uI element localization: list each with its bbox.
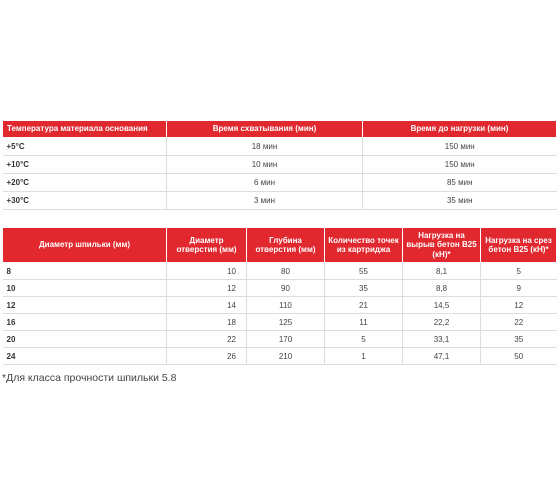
spec-table-header-row: [3, 228, 557, 263]
cell-stud-diameter: 12: [3, 297, 167, 314]
table-row: [3, 297, 557, 314]
table-row: [3, 314, 557, 331]
cell-temperature: +10°C: [3, 156, 167, 174]
cell-stud-diameter: 24: [3, 348, 167, 365]
table-row: [3, 348, 557, 365]
cell-hole-depth: 90: [247, 280, 325, 297]
table-row: [3, 280, 557, 297]
cell-shear: 5: [481, 263, 557, 280]
cell-hole-depth: 210: [247, 348, 325, 365]
header-points-per-cartridge: Количество точек из картриджа: [325, 228, 403, 263]
header-pullout-load: Нагрузка на вырыв бетон B25 (кН)*: [403, 228, 481, 263]
cell-points: 35: [325, 280, 403, 297]
cell-pullout: 47,1: [403, 348, 481, 365]
cell-shear: 50: [481, 348, 557, 365]
cell-pullout: 8,1: [403, 263, 481, 280]
cell-hole-depth: 170: [247, 331, 325, 348]
footnote: *Для класса прочности шпильки 5.8: [2, 372, 177, 384]
cell-hole-depth: 110: [247, 297, 325, 314]
header-setting-time: Время схватывания (мин): [167, 121, 363, 138]
cell-temperature: +20°C: [3, 174, 167, 192]
stud-spec-table: [2, 227, 557, 365]
header-hole-depth: Глубина отверстия (мм): [247, 228, 325, 263]
table-row: [3, 156, 557, 174]
cell-hole-diameter: 18: [167, 314, 247, 331]
cell-hole-depth: 80: [247, 263, 325, 280]
cell-temperature: +30°C: [3, 192, 167, 210]
cell-hole-diameter: 26: [167, 348, 247, 365]
cell-setting-time: 10 мин: [167, 156, 363, 174]
cell-hole-diameter: 14: [167, 297, 247, 314]
cell-shear: 9: [481, 280, 557, 297]
cell-temperature: +5°C: [3, 138, 167, 156]
cell-pullout: 22,2: [403, 314, 481, 331]
cell-pullout: 33,1: [403, 331, 481, 348]
cell-pullout: 8,8: [403, 280, 481, 297]
cell-pullout: 14,5: [403, 297, 481, 314]
header-load-time: Время до нагрузки (мин): [363, 121, 557, 138]
cell-shear: 12: [481, 297, 557, 314]
cell-hole-diameter: 12: [167, 280, 247, 297]
cell-points: 5: [325, 331, 403, 348]
table-row: [3, 138, 557, 156]
cell-points: 1: [325, 348, 403, 365]
header-shear-load: Нагрузка на срез бетон B25 (кН)*: [481, 228, 557, 263]
cell-shear: 35: [481, 331, 557, 348]
table-row: [3, 192, 557, 210]
cell-shear: 22: [481, 314, 557, 331]
cell-setting-time: 3 мин: [167, 192, 363, 210]
cell-setting-time: 6 мин: [167, 174, 363, 192]
table-row: [3, 331, 557, 348]
cell-hole-depth: 125: [247, 314, 325, 331]
curing-table-header-row: [3, 121, 557, 138]
cell-load-time: 150 мин: [363, 138, 557, 156]
table-row: [3, 174, 557, 192]
cell-load-time: 85 мин: [363, 174, 557, 192]
header-stud-diameter: Диаметр шпильки (мм): [3, 228, 167, 263]
cell-stud-diameter: 16: [3, 314, 167, 331]
header-base-temperature: Температура материала основания: [3, 121, 167, 138]
cell-stud-diameter: 10: [3, 280, 167, 297]
cell-hole-diameter: 10: [167, 263, 247, 280]
header-hole-diameter: Диаметр отверстия (мм): [167, 228, 247, 263]
cell-points: 21: [325, 297, 403, 314]
cell-points: 11: [325, 314, 403, 331]
cell-points: 55: [325, 263, 403, 280]
cell-stud-diameter: 20: [3, 331, 167, 348]
cell-load-time: 35 мин: [363, 192, 557, 210]
curing-time-table: [2, 120, 557, 210]
cell-load-time: 150 мин: [363, 156, 557, 174]
cell-stud-diameter: 8: [3, 263, 167, 280]
table-row: [3, 263, 557, 280]
cell-hole-diameter: 22: [167, 331, 247, 348]
cell-setting-time: 18 мин: [167, 138, 363, 156]
